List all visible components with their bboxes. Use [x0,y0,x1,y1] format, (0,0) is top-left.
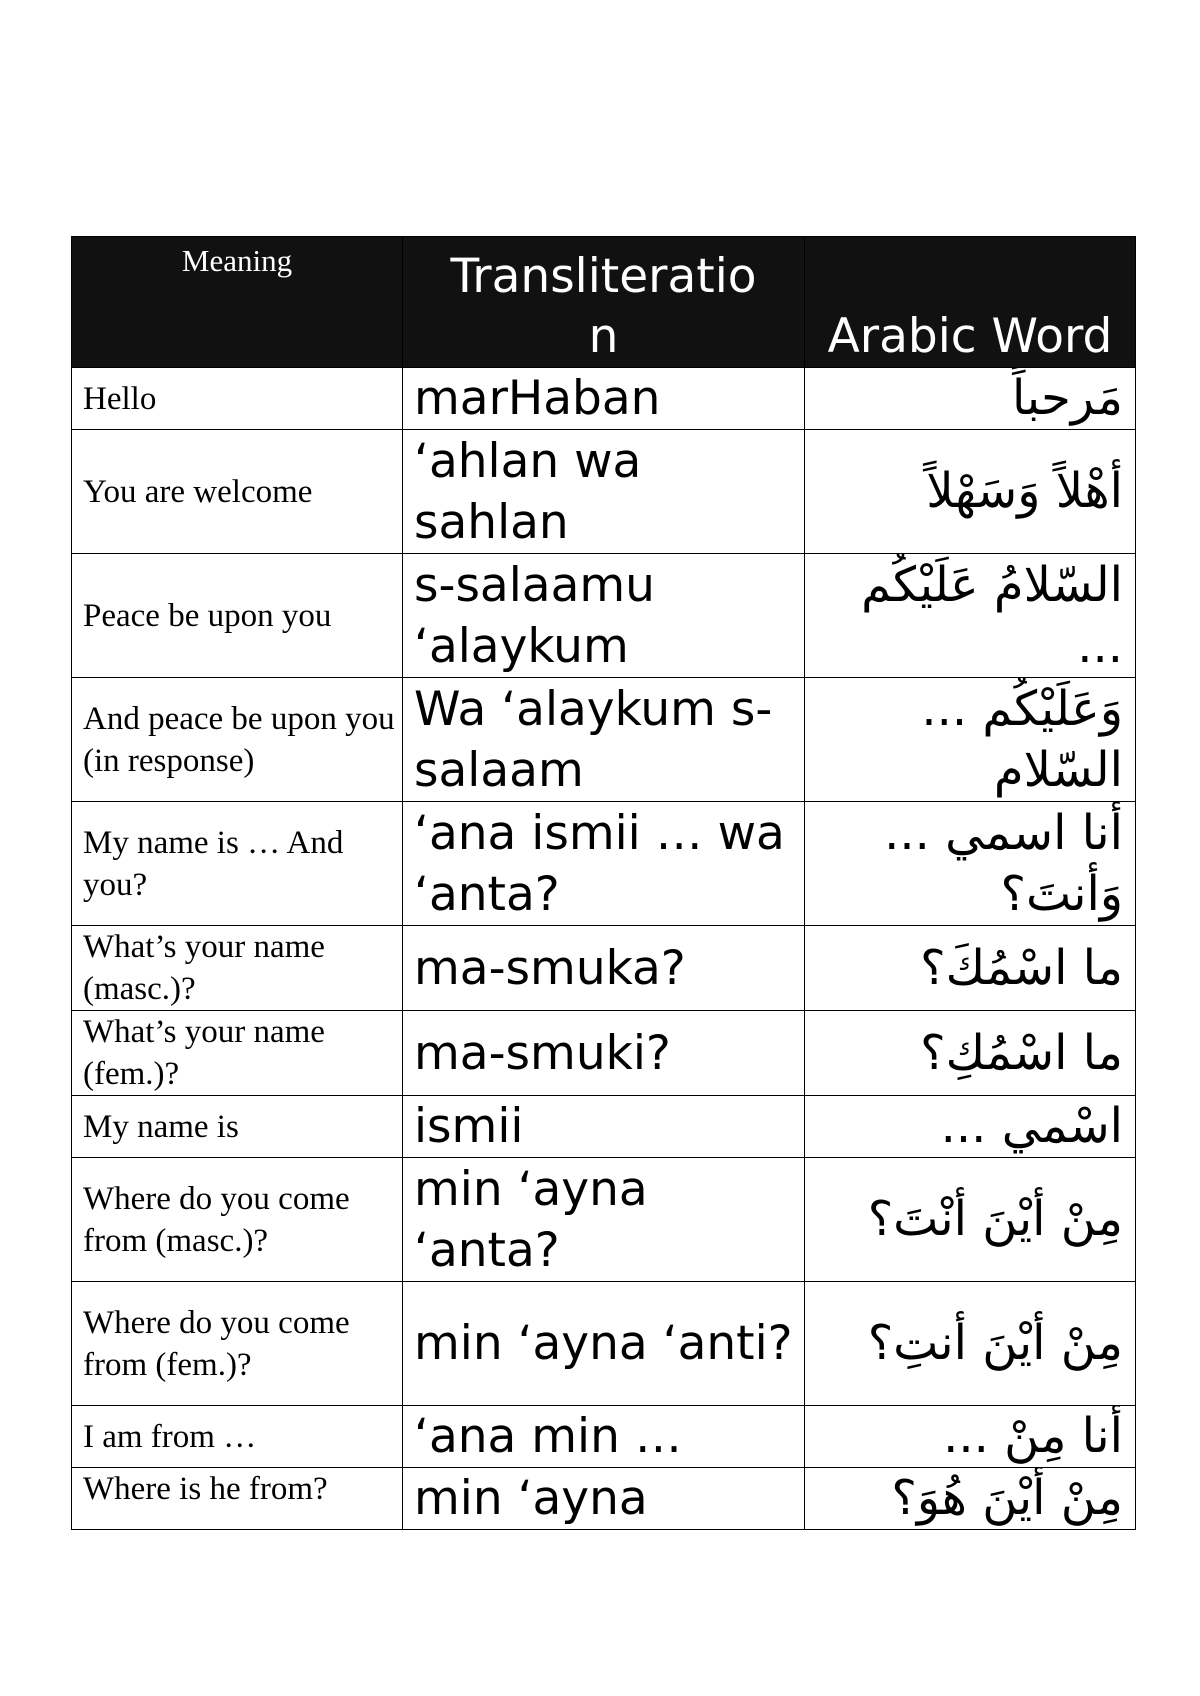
arabic-cell: مِنْ أيْنَ أنْتَ؟ [805,1158,1136,1282]
meaning-cell: What’s your name (masc.)? [72,926,403,1011]
meaning-cell: Where do you come from (fem.)? [72,1282,403,1406]
transliteration-cell: ‘ahlan wa sahlan [403,430,805,554]
meaning-cell: Peace be upon you [72,554,403,678]
transliteration-cell: ma-smuki? [403,1011,805,1096]
transliteration-cell: marHaban [403,368,805,430]
transliteration-cell: Wa ‘alaykum s-salaam [403,678,805,802]
arabic-cell: اسْمي ... [805,1096,1136,1158]
transliteration-cell: ismii [403,1096,805,1158]
meaning-cell: Hello [72,368,403,430]
table-row [72,430,1136,554]
arabic-cell: مِنْ أيْنَ هُوَ؟ [805,1468,1136,1530]
header-arabic-word: Arabic Word [805,237,1136,368]
arabic-cell: السّلامُ عَلَيْكُم ... [805,554,1136,678]
table-row [72,802,1136,926]
meaning-cell: My name is [72,1096,403,1158]
arabic-cell: مِنْ أيْنَ أنتِ؟ [805,1282,1136,1406]
meaning-cell: My name is … And you? [72,802,403,926]
arabic-cell: أنا مِنْ ... [805,1406,1136,1468]
meaning-cell: Where do you come from (masc.)? [72,1158,403,1282]
transliteration-cell: min ‘ayna ‘anti? [403,1282,805,1406]
arabic-cell: مَرحباً [805,368,1136,430]
table-row [72,1406,1136,1468]
table-row [72,926,1136,1011]
arabic-cell: أهْلاً وَسَهْلاً [805,430,1136,554]
arabic-cell: ما اسْمُكِ؟ [805,1011,1136,1096]
arabic-cell: أنا اسمي ... وَأنتَ؟ [805,802,1136,926]
phrase-table [71,236,1136,1530]
meaning-cell: I am from … [72,1406,403,1468]
table-row [72,678,1136,802]
transliteration-cell: ma-smuka? [403,926,805,1011]
transliteration-cell: ‘ana min … [403,1406,805,1468]
table-row [72,1158,1136,1282]
transliteration-cell: min ‘ayna [403,1468,805,1530]
table-header-row [72,237,1136,368]
table-row [72,1011,1136,1096]
transliteration-cell: ‘ana ismii … wa ‘anta? [403,802,805,926]
arabic-cell: ما اسْمُكَ؟ [805,926,1136,1011]
meaning-cell: Where is he from? [72,1468,403,1530]
header-transliteration-text: Transliteratio n [450,249,757,364]
table-row [72,368,1136,430]
meaning-cell: You are welcome [72,430,403,554]
transliteration-cell: s-salaamu ‘alaykum [403,554,805,678]
table-row [72,554,1136,678]
table-row [72,1468,1136,1530]
meaning-cell: And peace be upon you (in response) [72,678,403,802]
table-row [72,1096,1136,1158]
header-transliteration [403,237,805,368]
header-meaning: Meaning [72,237,403,368]
meaning-cell: What’s your name (fem.)? [72,1011,403,1096]
arabic-cell: وَعَلَيْكُم ... السّلام [805,678,1136,802]
table-row [72,1282,1136,1406]
transliteration-cell: min ‘ayna ‘anta? [403,1158,805,1282]
